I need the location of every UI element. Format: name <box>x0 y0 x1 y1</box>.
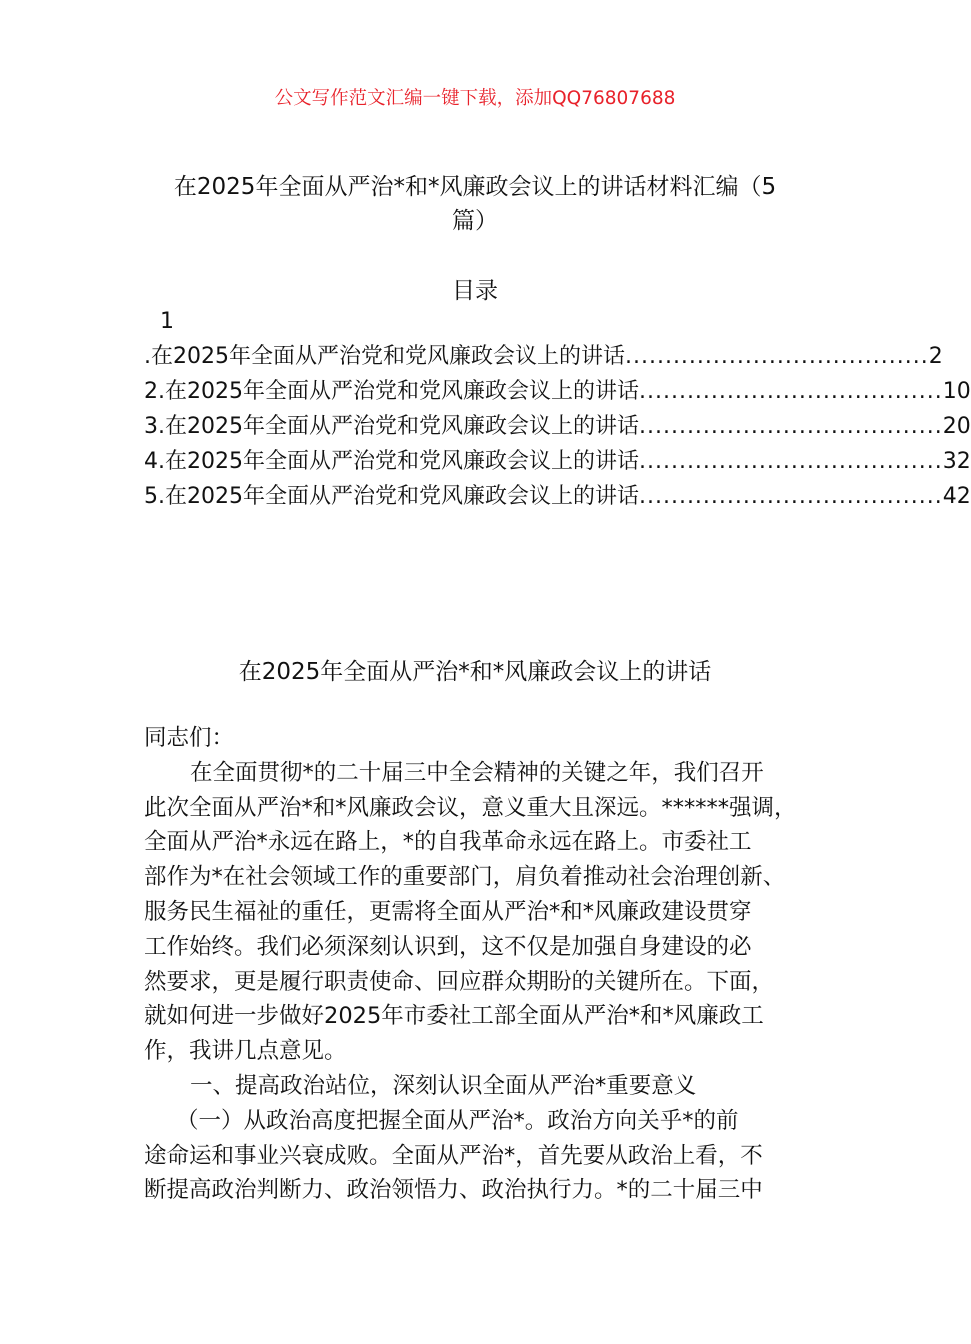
toc-leader-dots: ...................................... <box>638 449 943 474</box>
toc-entry-2[interactable] <box>144 374 971 409</box>
toc-entry-page: 20 <box>942 414 971 439</box>
paragraph-line: 部作为*在社会领域工作的重要部门，肩负着推动社会治理创新、 <box>144 864 786 891</box>
toc-entry-label: 4.在2025年全面从严治党和党风廉政会议上的讲话 <box>144 449 639 474</box>
paragraph-line: 途命运和事业兴衰成败。全面从严治*，首先要从政治上看，不 <box>144 1142 763 1169</box>
paragraph-line: 工作始终。我们必须深刻认识到，这不仅是加强自身建设的必 <box>144 933 752 960</box>
paragraph-line: 全面从严治*永远在路上，*的自我革命永远在路上。市委社工 <box>144 829 752 856</box>
toc-entry-label: 3.在2025年全面从严治党和党风廉政会议上的讲话 <box>144 414 639 439</box>
toc-leader-dots: ...................................... <box>624 344 929 369</box>
paragraph-line: 就如何进一步做好2025年市委社工部全面从严治*和*风廉政工 <box>144 1003 764 1030</box>
salutation: 同志们： <box>144 725 235 751</box>
toc-entry-page: 42 <box>942 484 971 509</box>
toc-entry-1[interactable] <box>144 339 943 374</box>
toc-leader-dots: ...................................... <box>638 484 943 509</box>
document-title-line1: 在2025年全面从严治*和*风廉政会议上的讲话材料汇编（5 <box>173 174 777 200</box>
paragraph-line: 断提高政治判断力、政治领悟力、政治执行力。*的二十届三中 <box>144 1177 763 1204</box>
toc-entry-page: 10 <box>942 379 971 404</box>
toc-entry-page: 2 <box>928 344 943 369</box>
speech-title: 在2025年全面从严治*和*风廉政会议上的讲话 <box>238 659 712 685</box>
toc-entry-5[interactable] <box>144 479 971 514</box>
toc-heading: 目录 <box>452 278 498 304</box>
toc-first-number: 1 <box>160 309 174 334</box>
download-banner: 公文写作范文汇编一键下载，添加QQ76807688 <box>274 88 676 109</box>
toc-entry-label: 2.在2025年全面从严治党和党风廉政会议上的讲话 <box>144 379 639 404</box>
section-heading: 一、提高政治站位，深刻认识全面从严治*重要意义 <box>190 1072 697 1099</box>
toc-entry-label: .在2025年全面从严治党和党风廉政会议上的讲话 <box>144 344 625 369</box>
toc-entry-3[interactable] <box>144 409 971 444</box>
paragraph-line: 作，我讲几点意见。 <box>144 1038 347 1065</box>
toc-entry-4[interactable] <box>144 444 971 479</box>
toc-leader-dots: ...................................... <box>638 414 943 439</box>
paragraph-line: 在全面贯彻*的二十届三中全会精神的关键之年，我们召开 <box>190 759 764 786</box>
paragraph-line: （一）从政治高度把握全面从严治*。政治方向关乎*的前 <box>176 1107 739 1134</box>
paragraph-line: 此次全面从严治*和*风廉政会议，意义重大且深远。******强调， <box>144 794 797 821</box>
toc-leader-dots: ...................................... <box>638 379 943 404</box>
paragraph-line: 服务民生福祉的重任，更需将全面从严治*和*风廉政建设贯穿 <box>144 898 752 925</box>
toc-entry-label: 5.在2025年全面从严治党和党风廉政会议上的讲话 <box>144 484 639 509</box>
table-of-contents <box>144 304 971 514</box>
document-title-line2: 篇） <box>452 208 498 234</box>
paragraph-line: 然要求，更是履行职责使命、回应群众期盼的关键所在。下面， <box>144 968 775 995</box>
toc-entry-page: 32 <box>942 449 971 474</box>
speech-body <box>144 721 834 1208</box>
